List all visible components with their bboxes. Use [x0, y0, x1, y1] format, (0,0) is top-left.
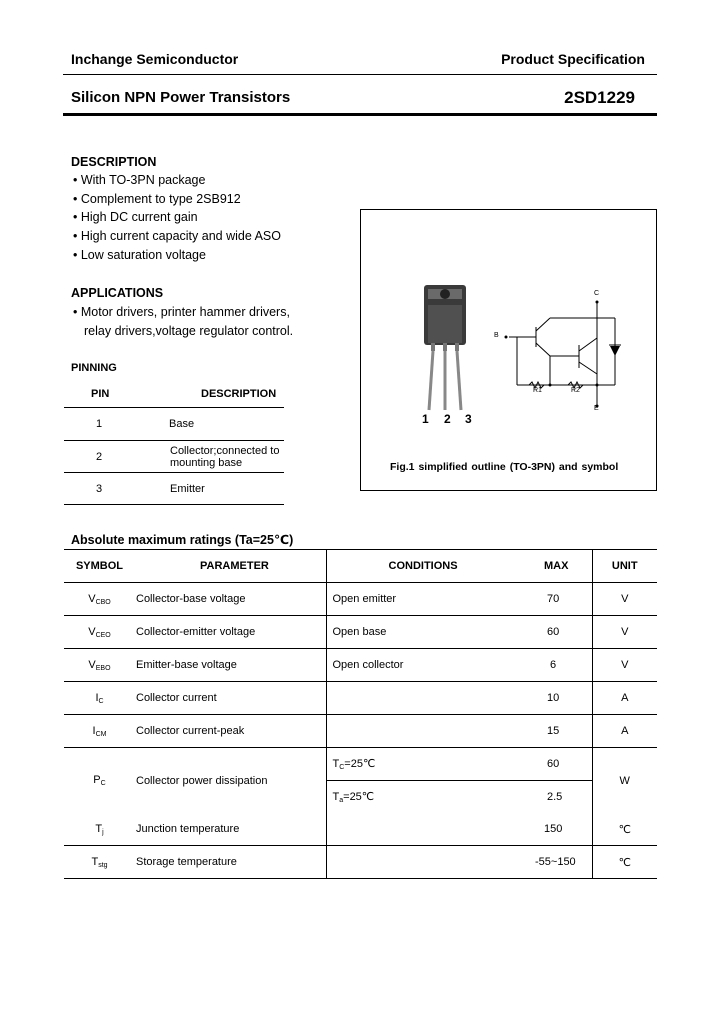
label-r1: R1 [533, 387, 542, 394]
ratings-title: Absolute maximum ratings (Ta=25℃) [71, 533, 294, 547]
parameter-header: PARAMETER [200, 560, 269, 572]
unit-header: UNIT [592, 550, 657, 583]
figure-caption: Fig.1 simplified outline (TO-3PN) and symbol [390, 461, 619, 473]
table-row: $V_{EBO}$ Emitter-base voltage Open collector 6 V [64, 649, 657, 682]
pin-number-3: 3 [465, 412, 472, 426]
package-and-symbol-drawing [361, 210, 658, 492]
label-emitter: E [594, 405, 599, 412]
applications-title: APPLICATIONS [71, 286, 164, 300]
description-title: DESCRIPTION [71, 155, 157, 169]
symbol-header: SYMBOL [75, 560, 124, 572]
table-row: $P_C$ Collector power dissipation $T_C=25℃$ 60 W [64, 748, 657, 781]
company-name: Inchange Semiconductor [71, 51, 239, 67]
list-item: • Low saturation voltage [73, 247, 206, 262]
list-item: • High DC current gain [73, 210, 198, 225]
pin-number-1: 1 [422, 412, 429, 426]
label-collector: C [594, 290, 600, 297]
table-row: $T_a=25℃$ 2.5 [64, 781, 657, 814]
table-row: 3 Emitter [64, 473, 284, 505]
pinning-title: PINNING [71, 362, 117, 374]
label-base: B [494, 332, 499, 339]
table-row: $T_{stg}$ Storage temperature -55~150 ℃ [64, 846, 657, 879]
part-number: 2SD1229 [564, 88, 635, 107]
table-row: 1 Base [64, 408, 284, 441]
figure-box [360, 209, 657, 491]
description-list [73, 171, 281, 265]
table-row: 2 Collector;connected to mounting base [64, 441, 284, 473]
conditions-header: CONDITIONS [326, 550, 525, 583]
table-row: $V_{CBO}$ Collector-base voltage Open emitter 70 V [64, 583, 657, 616]
header-rule-bottom [63, 113, 657, 116]
pin-header: PIN [91, 388, 110, 400]
product-line: Silicon NPN Power Transistors [71, 89, 291, 106]
table-row: $T_j$ Junction temperature 150 ℃ [64, 813, 657, 846]
to3pn-package-icon [424, 285, 466, 410]
ratings-table [64, 549, 657, 879]
max-header: MAX [544, 560, 569, 572]
list-item: • Complement to type 2SB912 [73, 191, 241, 206]
description-header: DESCRIPTION [201, 388, 277, 400]
list-item: • With TO-3PN package [73, 173, 206, 187]
list-item: • High current capacity and wide ASO [73, 229, 281, 244]
doc-type: Product Specification [501, 51, 645, 67]
header-rule-top [63, 74, 657, 75]
applications-text: • Motor drivers, printer hammer drivers, relay drivers,voltage regulator control. [73, 305, 294, 338]
darlington-symbol-icon [509, 302, 615, 406]
table-row: $I_{CM}$ Collector current-peak 15 A [64, 715, 657, 748]
table-row: $V_{CEO}$ Collector-emitter voltage Open base 60 V [64, 616, 657, 649]
label-r2: R2 [571, 387, 580, 394]
pinning-table [64, 381, 284, 505]
pin-number-2: 2 [444, 412, 451, 426]
table-row: $I_C$ Collector current 10 A [64, 682, 657, 715]
